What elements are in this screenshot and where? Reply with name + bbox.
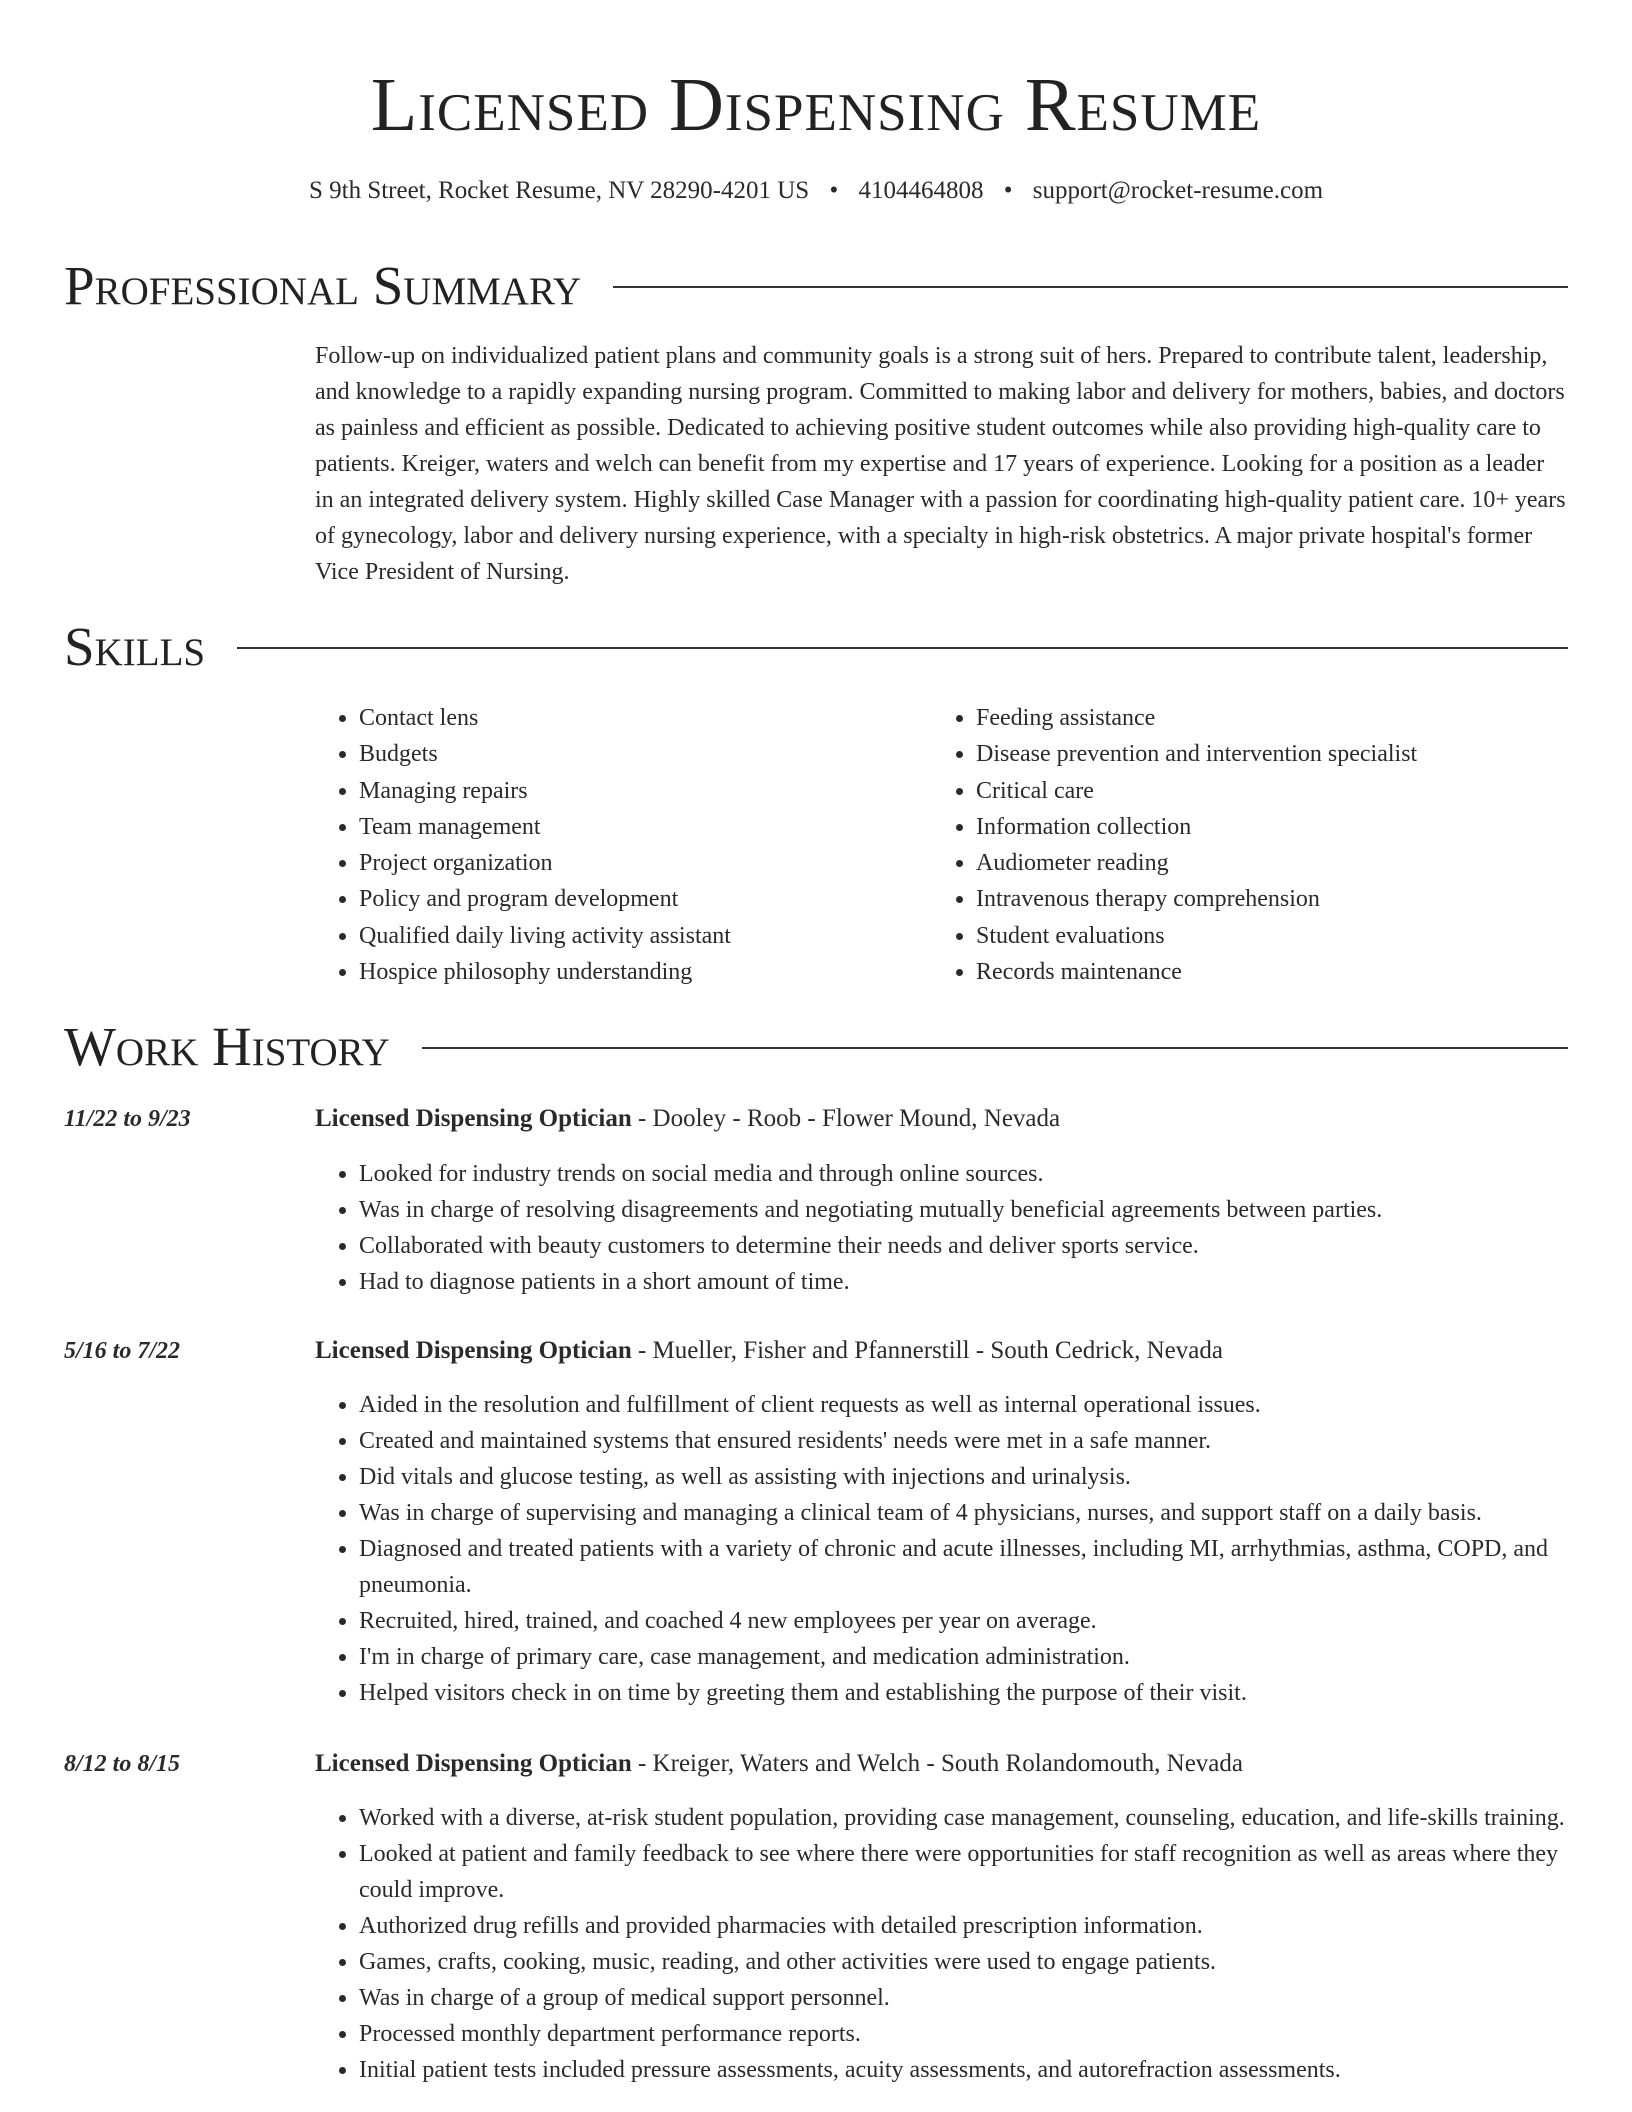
job-bullet: • Was in charge of a group of medical support personnel. bbox=[359, 1980, 1568, 2016]
skill-item: • Qualified daily living activity assistant bbox=[359, 918, 932, 954]
contact-separator: • bbox=[1003, 177, 1013, 204]
job-bullet: • Looked at patient and family feedback to see where there were opportunities for staff recognition as well as areas where they could improve. bbox=[359, 1836, 1568, 1908]
skill-item: • Hospice philosophy understanding bbox=[359, 954, 932, 990]
skills-section-header bbox=[64, 616, 1568, 678]
skill-item: • Policy and program development bbox=[359, 881, 932, 917]
job-title-line bbox=[315, 1333, 1223, 1369]
job-bullet: • Helped visitors check in on time by greeting them and establishing the purpose of their visit. bbox=[359, 1675, 1568, 1711]
job-bullet: • Had to diagnose patients in a short amount of time. bbox=[359, 1264, 1568, 1300]
job-dates: 5/16 to 7/22 bbox=[64, 1338, 181, 1364]
job-title: Licensed Dispensing Optician bbox=[315, 1750, 632, 1777]
job-bullet: • Collaborated with beauty customers to determine their needs and deliver sports service. bbox=[359, 1228, 1568, 1264]
skill-item: • Project organization bbox=[359, 845, 932, 881]
job-bullet: • Recruited, hired, trained, and coached 4 new employees per year on average. bbox=[359, 1603, 1568, 1639]
contact-email: support@rocket-resume.com bbox=[1032, 177, 1324, 204]
skill-item: • Critical care bbox=[976, 773, 1549, 809]
skills-column-right bbox=[932, 700, 1549, 990]
section-divider bbox=[422, 1047, 1568, 1049]
contact-address: S 9th Street, Rocket Resume, NV 28290-4201 US bbox=[308, 177, 810, 204]
job-bullet: • Was in charge of resolving disagreements and negotiating mutually beneficial agreements between parties. bbox=[359, 1192, 1568, 1228]
contact-phone: 4104464808 bbox=[858, 177, 984, 204]
job-bullet: • Was in charge of supervising and managing a clinical team of 4 physicians, nurses, and support staff on a daily basis. bbox=[359, 1495, 1568, 1531]
job-bullet: • I'm in charge of primary care, case management, and medication administration. bbox=[359, 1639, 1568, 1675]
skill-item: • Managing repairs bbox=[359, 773, 932, 809]
summary-section-title: Professional Summary bbox=[64, 255, 582, 316]
job-bullets bbox=[315, 1387, 1568, 1711]
job-bullet: • Looked for industry trends on social media and through online sources. bbox=[359, 1156, 1568, 1192]
contact-line bbox=[0, 175, 1632, 207]
job-bullet: • Diagnosed and treated patients with a variety of chronic and acute illnesses, including MI, arrhythmias, asthma, COPD, and pneumonia. bbox=[359, 1531, 1568, 1603]
job-title: Licensed Dispensing Optician bbox=[315, 1105, 632, 1132]
job-title-line bbox=[315, 1101, 1060, 1137]
job-title: Licensed Dispensing Optician bbox=[315, 1337, 632, 1364]
resume-name: Licensed Dispensing Resume bbox=[370, 63, 1262, 147]
job-bullet: • Created and maintained systems that ensured residents' needs were met in a safe manner. bbox=[359, 1423, 1568, 1459]
skill-item: • Audiometer reading bbox=[976, 845, 1549, 881]
job-bullet: • Initial patient tests included pressure assessments, acuity assessments, and autorefraction assessments. bbox=[359, 2052, 1568, 2088]
job-bullet: • Games, crafts, cooking, music, reading, and other activities were used to engage patients. bbox=[359, 1944, 1568, 1980]
summary-text: Follow-up on individualized patient plans and community goals is a strong suit of hers. Prepared to contribute talent, leadership, and knowledge to a rapidly expanding nursing program. Committed to making labor and delivery for mothers, babies, and doctors as painless and efficient as possible. Dedicated to achieving positive student outcomes while also providing high-quality care to patients. Kreiger, waters and welch can benefit from my expertise and 17 years of experience. Looking for a position as a leader in an integrated delivery system. Highly skilled Case Manager with a passion for coordinating high-quality patient care. 10+ years of gynecology, labor and delivery nursing experience, with a specialty in high-risk obstetrics. A major private hospital's former Vice President of Nursing. bbox=[315, 343, 1566, 585]
skill-item: • Intravenous therapy comprehension bbox=[976, 881, 1549, 917]
skill-item: • Contact lens bbox=[359, 700, 932, 736]
job-bullet: • Authorized drug refills and provided pharmacies with detailed prescription information. bbox=[359, 1908, 1568, 1944]
job-employer: - Dooley - Roob - Flower Mound, Nevada bbox=[631, 1105, 1061, 1132]
skill-item: • Disease prevention and intervention specialist bbox=[976, 736, 1549, 772]
skill-item: • Team management bbox=[359, 809, 932, 845]
section-divider bbox=[237, 647, 1568, 649]
job-bullet: • Did vitals and glucose testing, as well as assisting with injections and urinalysis. bbox=[359, 1459, 1568, 1495]
skills-section-title: Skills bbox=[64, 616, 206, 677]
work-section-title: Work History bbox=[64, 1016, 390, 1077]
job-dates: 8/12 to 8/15 bbox=[64, 1751, 181, 1777]
skills-column-left bbox=[315, 700, 932, 990]
skill-item: • Records maintenance bbox=[976, 954, 1549, 990]
job-bullet: • Aided in the resolution and fulfillment of client requests as well as internal operational issues. bbox=[359, 1387, 1568, 1423]
skill-item: • Information collection bbox=[976, 809, 1549, 845]
job-bullet: • Processed monthly department performance reports. bbox=[359, 2016, 1568, 2052]
job-employer: - Kreiger, Waters and Welch - South Rolandomouth, Nevada bbox=[631, 1750, 1243, 1777]
job-bullet: • Worked with a diverse, at-risk student population, providing case management, counseling, education, and life-skills training. bbox=[359, 1800, 1568, 1836]
job-dates: 11/22 to 9/23 bbox=[64, 1106, 191, 1132]
skill-item: • Budgets bbox=[359, 736, 932, 772]
job-bullets bbox=[315, 1156, 1568, 1300]
job-title-line bbox=[315, 1746, 1243, 1782]
skills-list bbox=[315, 700, 1568, 990]
skill-item: • Student evaluations bbox=[976, 918, 1549, 954]
section-divider bbox=[613, 286, 1568, 288]
skill-item: • Feeding assistance bbox=[976, 700, 1549, 736]
summary-section-header bbox=[64, 255, 1568, 317]
work-section-header bbox=[64, 1016, 1568, 1078]
job-employer: - Mueller, Fisher and Pfannerstill - South Cedrick, Nevada bbox=[631, 1337, 1223, 1364]
contact-separator: • bbox=[829, 177, 839, 204]
job-bullets bbox=[315, 1800, 1568, 2088]
